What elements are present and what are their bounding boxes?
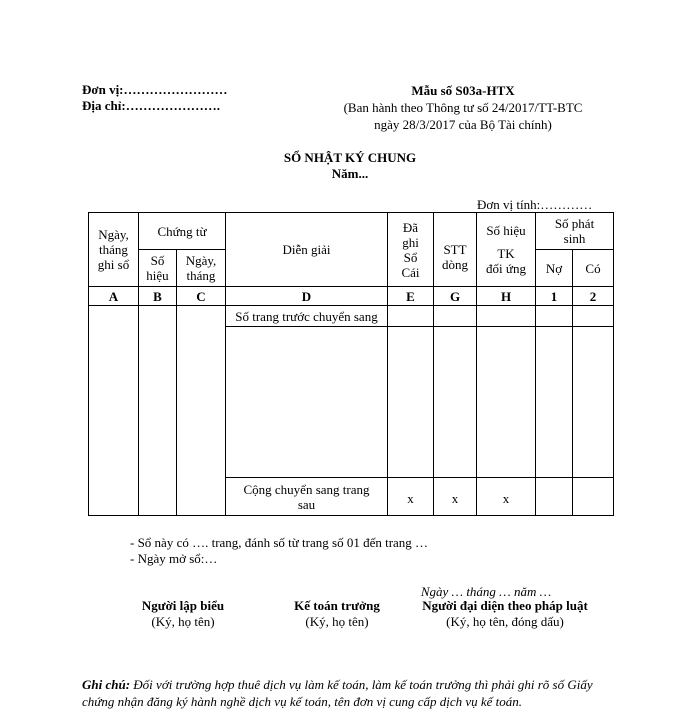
signature-sub: (Ký, họ tên) <box>305 614 369 629</box>
col-account-line2: TK <box>497 246 515 261</box>
col-posted-line2: ghi <box>402 234 419 250</box>
header-right <box>330 82 596 133</box>
cell <box>573 327 614 478</box>
code-cell: 1 <box>536 287 573 306</box>
col-credit-header: Có <box>573 250 614 287</box>
cell <box>536 478 573 516</box>
carried-line1: Cộng chuyển sang trang <box>243 481 370 497</box>
col-voucher-header: Chứng từ <box>139 213 226 250</box>
cell <box>573 478 614 516</box>
carried-line2: sau <box>297 496 316 512</box>
col-voucher-date-line1: Ngày, <box>185 253 217 268</box>
code-cell: G <box>434 287 477 306</box>
signature-title: Người đại diện theo pháp luật <box>422 598 588 613</box>
col-account-header <box>477 213 536 287</box>
col-desc-header: Diễn giải <box>226 213 388 287</box>
cell <box>536 306 573 327</box>
x-mark: x <box>434 478 477 516</box>
cell <box>388 327 434 478</box>
footnote-text: Đối với trường hợp thuê dịch vụ làm kế toán, làm kế toán trưởng thì phải ghi rõ số Giấy chứng nhận đăng ký hành nghề dịch vụ kế toán, tên đơn vị cung cấp dịch vụ kế toán. <box>82 677 593 709</box>
col-date-line2: tháng <box>99 242 128 257</box>
header-left <box>82 82 228 114</box>
signature-title: Kế toán trưởng <box>294 598 380 613</box>
voucher-date-cell <box>177 306 226 516</box>
document-title <box>0 150 700 182</box>
col-voucher-no-header <box>139 250 177 287</box>
col-voucher-no-line1: Số <box>150 253 165 268</box>
code-row <box>89 287 614 306</box>
unit-label: Đơn vị:…………………… <box>82 82 228 97</box>
col-voucher-date-header <box>177 250 226 287</box>
col-voucher-date-line2: tháng <box>186 268 216 283</box>
x-mark: x <box>477 478 536 516</box>
col-posted-line1: Đã <box>402 219 419 235</box>
cell <box>573 306 614 327</box>
col-line-line2: dòng <box>442 256 468 272</box>
col-amount-header <box>536 213 614 250</box>
cell <box>388 306 434 327</box>
code-cell: H <box>477 287 536 306</box>
col-date-header <box>89 213 139 287</box>
signature-preparer <box>108 598 258 630</box>
journal-table <box>88 212 614 516</box>
notes-open-date: - Ngày mở sổ:… <box>130 551 218 566</box>
issued-line-2: ngày 28/3/2017 của Bộ Tài chính) <box>374 117 552 132</box>
notes <box>130 535 428 567</box>
currency-unit: Đơn vị tính:………… <box>477 197 593 212</box>
col-posted-header <box>388 213 434 287</box>
notes-pages: - Sổ này có …. trang, đánh số từ trang số 01 đến trang … <box>130 535 429 550</box>
issued-line-1: (Ban hành theo Thông tư số 24/2017/TT-BTC <box>343 100 583 115</box>
cell <box>536 327 573 478</box>
col-date-line1: Ngày, <box>98 227 129 242</box>
address-label: Địa chỉ:…………………. <box>82 98 220 113</box>
code-cell: B <box>139 287 177 306</box>
signature-title: Người lập biểu <box>141 598 225 613</box>
code-cell: 2 <box>573 287 614 306</box>
code-cell: A <box>89 287 139 306</box>
col-line-line1: STT <box>443 241 467 257</box>
col-line-header <box>434 213 477 287</box>
voucher-no-cell <box>139 306 177 516</box>
row-brought-forward <box>89 306 614 327</box>
header-row-1 <box>89 213 614 250</box>
date-cell <box>89 306 139 516</box>
col-amount-line2: sinh <box>563 231 586 246</box>
date-line: Ngày … tháng … năm … <box>420 584 552 599</box>
code-cell: D <box>226 287 388 306</box>
signature-legal-rep <box>410 598 600 630</box>
x-mark: x <box>388 478 434 516</box>
col-posted-line4: Cái <box>401 264 420 280</box>
carried-forward-label <box>226 478 388 516</box>
signature-chief-accountant <box>262 598 412 630</box>
title-year: Năm... <box>331 166 369 181</box>
signature-sub: (Ký, họ tên, đóng dấu) <box>446 614 564 629</box>
cell <box>477 327 536 478</box>
col-account-line3: đối ứng <box>486 261 526 276</box>
footnote <box>82 676 622 710</box>
footnote-label: Ghi chú: <box>82 677 131 692</box>
signature-sub: (Ký, họ tên) <box>151 614 215 629</box>
col-account-line1: Số hiệu <box>486 223 526 238</box>
code-cell: E <box>388 287 434 306</box>
col-posted-line3: Sổ <box>403 249 418 265</box>
col-debit-header: Nợ <box>536 250 573 287</box>
col-voucher-no-line2: hiệu <box>146 268 169 283</box>
cell <box>434 327 477 478</box>
cell <box>477 306 536 327</box>
cell <box>434 306 477 327</box>
form-code: Mẫu số S03a-HTX <box>411 83 515 98</box>
cell <box>226 327 388 478</box>
brought-forward-label: Số trang trước chuyển sang <box>226 306 388 327</box>
code-cell: C <box>177 287 226 306</box>
col-date-line3: ghi sổ <box>97 257 130 272</box>
col-amount-line1: Số phát <box>554 216 595 231</box>
title-main: SỔ NHẬT KÝ CHUNG <box>283 150 417 165</box>
